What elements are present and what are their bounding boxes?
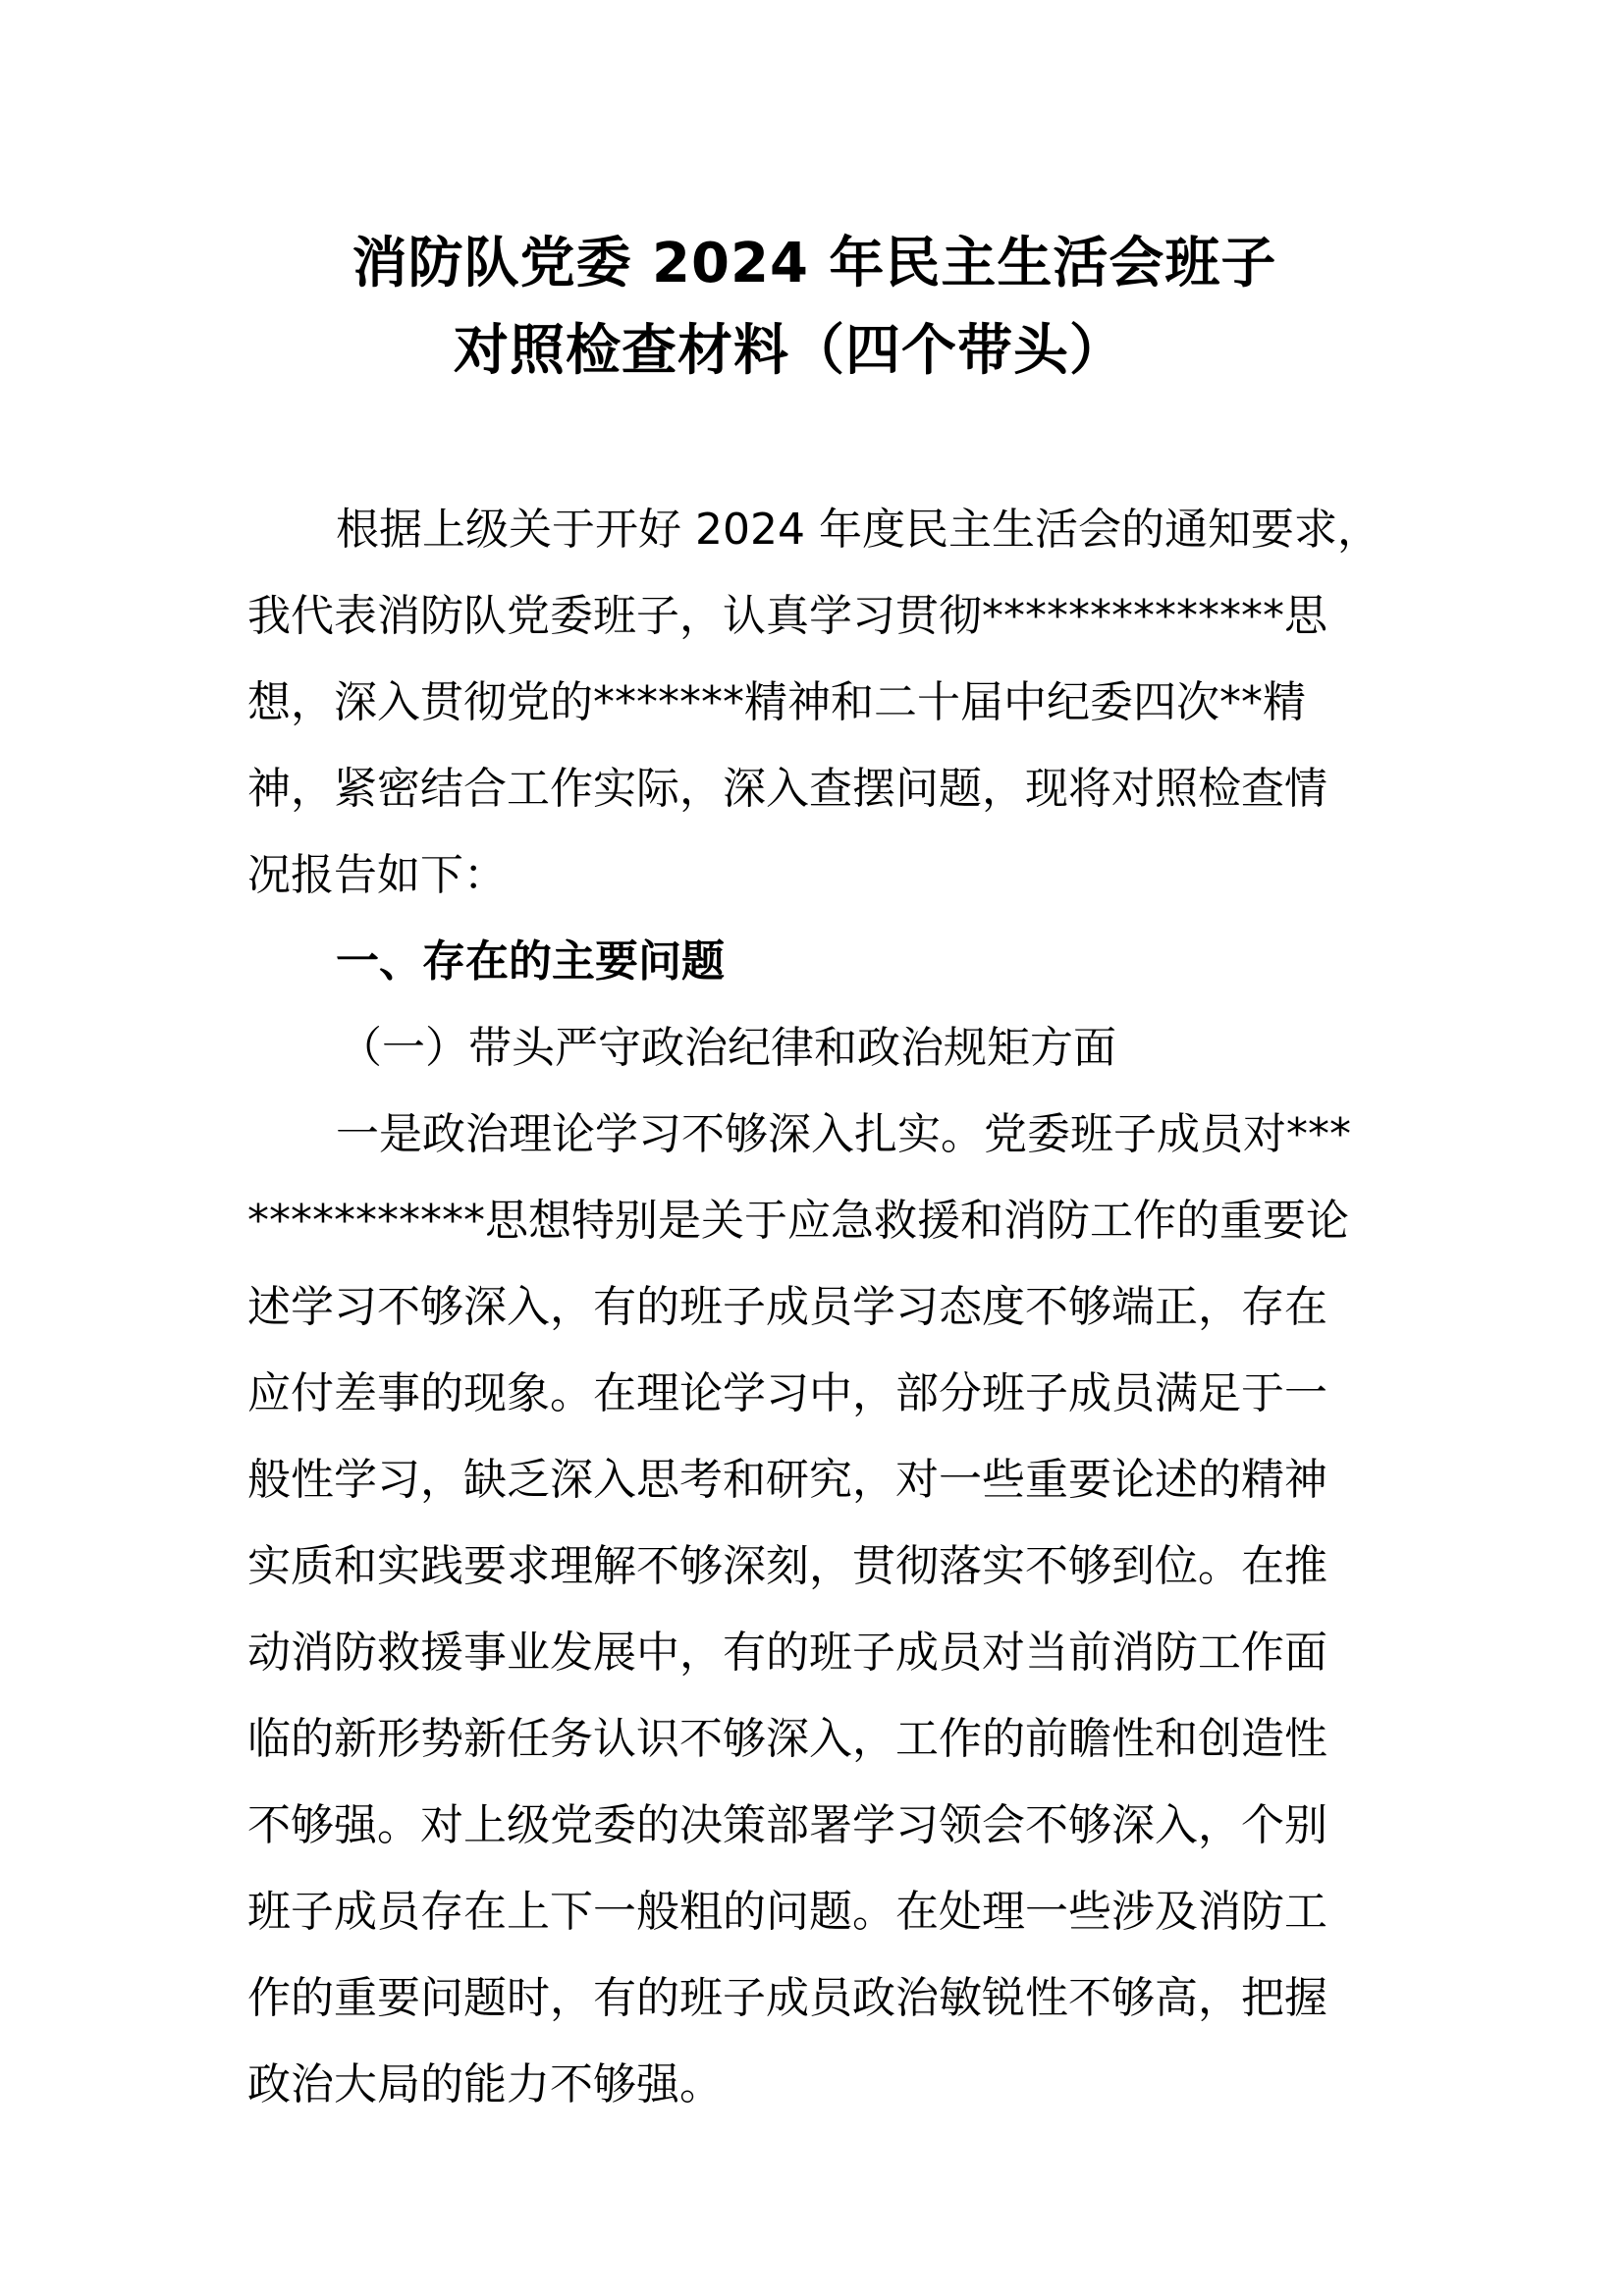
intro-line-1: 根据上级关于开好 2024 年度民主生活会的通知要求， (336, 505, 1380, 555)
intro-line-5: 况报告如下： (247, 850, 507, 900)
body-line-10: 班子成员存在上下一般粗的问题。在处理一些涉及消防工 (247, 1887, 1327, 1937)
intro-line-3: 想，深入贯彻党的*******精神和二十届中纪委四次**精 (247, 677, 1306, 727)
intro-line-4: 神，紧密结合工作实际，深入查摆问题，现将对照检查情 (247, 764, 1327, 814)
intro-line-2: 我代表消防队党委班子，认真学习贯彻**************思 (247, 591, 1327, 641)
body-line-2: ***********思想特别是关于应急救援和消防工作的重要论 (247, 1196, 1349, 1246)
body-line-4: 应付差事的现象。在理论学习中，部分班子成员满足于一 (247, 1368, 1327, 1418)
body-line-5: 般性学习，缺乏深入思考和研究，对一些重要论述的精神 (247, 1455, 1327, 1505)
body-line-3: 述学习不够深入，有的班子成员学习态度不够端正，存在 (247, 1282, 1327, 1332)
document-title-line-1: 消防队党委 2024 年民主生活会班子 (352, 232, 1277, 295)
body-line-8: 临的新形势新任务认识不够深入，工作的前瞻性和创造性 (247, 1714, 1327, 1764)
subsection-heading-political-discipline: （一）带头严守政治纪律和政治规矩方面 (339, 1023, 1116, 1073)
body-line-9: 不够强。对上级党委的决策部署学习领会不够深入，个别 (247, 1800, 1327, 1850)
body-line-6: 实质和实践要求理解不够深刻，贯彻落实不够到位。在推 (247, 1541, 1327, 1591)
body-line-7: 动消防救援事业发展中，有的班子成员对当前消防工作面 (247, 1628, 1327, 1678)
body-line-1: 一是政治理论学习不够深入扎实。党委班子成员对*** (336, 1109, 1351, 1159)
body-line-11: 作的重要问题时，有的班子成员政治敏锐性不够高，把握 (247, 1973, 1327, 2023)
document-title-line-2: 对照检查材料（四个带头） (454, 319, 1125, 383)
section-heading-main-problems: 一、存在的主要问题 (336, 936, 725, 987)
body-line-12: 政治大局的能力不够强。 (247, 2059, 723, 2109)
